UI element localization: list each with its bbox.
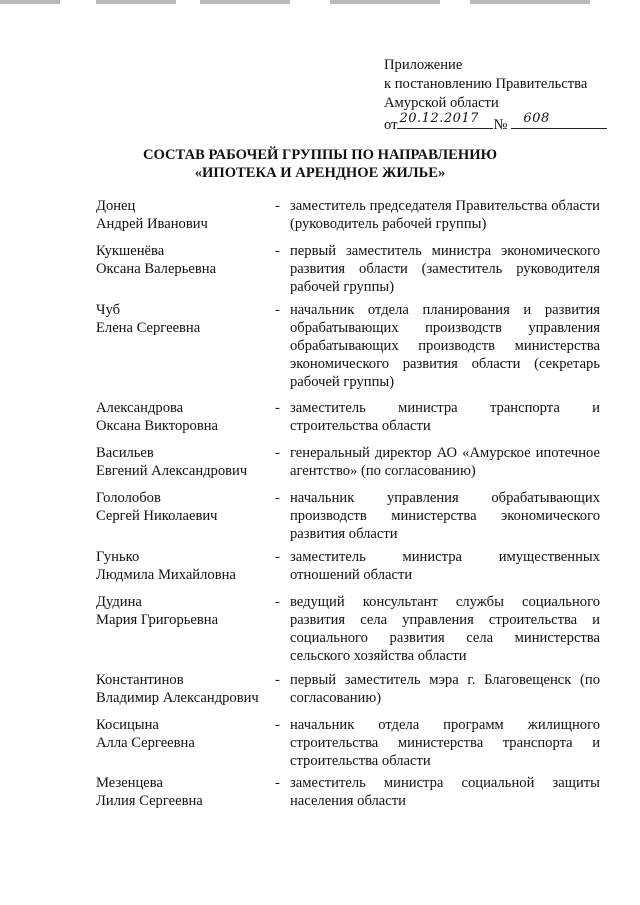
handwritten-number: 608 (523, 111, 550, 126)
member-given-name: Оксана Викторовна (96, 418, 219, 434)
member-given-name: Лилия Сергеевна (96, 793, 203, 809)
member-dash: - (275, 594, 280, 610)
member-given-name: Людмила Михайловна (96, 567, 236, 583)
date-field (397, 113, 493, 129)
member-surname: Гололобов (96, 490, 161, 506)
member-name (96, 444, 271, 480)
member-surname: Косицына (96, 717, 159, 733)
member-name (96, 593, 271, 629)
member-surname: Васильев (96, 445, 154, 461)
member-surname: Кукшенёва (96, 243, 165, 259)
member-position: генеральный директор АО «Амурское ипотечное агентство» (по согласованию) (290, 445, 600, 479)
member-name (96, 716, 271, 752)
member-position: начальник отдела программ жилищного строительства министерства транспорта и строительства области (290, 717, 600, 769)
member-dash: - (275, 302, 280, 318)
member-position: заместитель министра транспорта и строительства области (290, 400, 600, 434)
member-position: начальник отдела планирования и развития обрабатывающих производств управления обрабатывающих производств министерства экономического развития области (секретарь рабочей группы) (290, 302, 600, 390)
member-dash: - (275, 672, 280, 688)
member-position: ведущий консультант службы социального развития села управления строительства и социального развития села министерства сельского хозяйства области (290, 594, 600, 664)
document-title (0, 146, 640, 182)
member-position: заместитель министра имущественных отношений области (290, 549, 600, 583)
member-given-name: Елена Сергеевна (96, 320, 201, 336)
appendix-block (384, 56, 624, 135)
member-name (96, 197, 271, 233)
member-name (96, 301, 271, 337)
member-name (96, 671, 271, 707)
member-dash: - (275, 490, 280, 506)
member-dash: - (275, 775, 280, 791)
member-given-name: Алла Сергеевна (96, 735, 195, 751)
member-surname: Александрова (96, 400, 184, 416)
member-surname: Гунько (96, 549, 140, 565)
member-surname: Чуб (96, 302, 121, 318)
member-given-name: Владимир Александрович (96, 690, 259, 706)
number-field (511, 113, 607, 129)
member-given-name: Андрей Иванович (96, 216, 208, 232)
member-position: первый заместитель министра экономического развития области (заместитель руководителя рабочей группы) (290, 243, 600, 295)
member-dash: - (275, 445, 280, 461)
appendix-line-2: к постановлению Правительства (384, 76, 588, 92)
member-name (96, 548, 271, 584)
member-surname: Мезенцева (96, 775, 163, 791)
member-dash: - (275, 243, 280, 259)
member-given-name: Оксана Валерьевна (96, 261, 217, 277)
member-dash: - (275, 198, 280, 214)
member-given-name: Евгений Александрович (96, 463, 248, 479)
appendix-line-1: Приложение (384, 57, 463, 73)
date-prefix: от (384, 117, 398, 133)
member-name (96, 774, 271, 810)
member-surname: Константинов (96, 672, 184, 688)
member-given-name: Сергей Николаевич (96, 508, 218, 524)
handwritten-date: 20.12.2017 (399, 111, 479, 126)
member-position: заместитель председателя Правительства области (руководитель рабочей группы) (290, 198, 600, 232)
member-name (96, 489, 271, 525)
member-position: начальник управления обрабатывающих производств министерства экономического развития области (290, 490, 600, 542)
member-surname: Донец (96, 198, 136, 214)
member-name (96, 399, 271, 435)
member-dash: - (275, 717, 280, 733)
member-dash: - (275, 549, 280, 565)
scan-edge-marks (0, 0, 640, 6)
member-surname: Дудина (96, 594, 142, 610)
member-given-name: Мария Григорьевна (96, 612, 219, 628)
member-position: заместитель министра социальной защиты населения области (290, 775, 600, 809)
member-name (96, 242, 271, 278)
title-line-2: «ИПОТЕКА И АРЕНДНОЕ ЖИЛЬЕ» (194, 165, 446, 181)
member-dash: - (275, 400, 280, 416)
member-position: первый заместитель мэра г. Благовещенск (по согласованию) (290, 672, 600, 706)
number-prefix: № (493, 117, 508, 133)
appendix-line-3: Амурской области (384, 95, 499, 111)
appendix-date-number (384, 113, 624, 135)
title-line-1: СОСТАВ РАБОЧЕЙ ГРУППЫ ПО НАПРАВЛЕНИЮ (142, 147, 498, 163)
